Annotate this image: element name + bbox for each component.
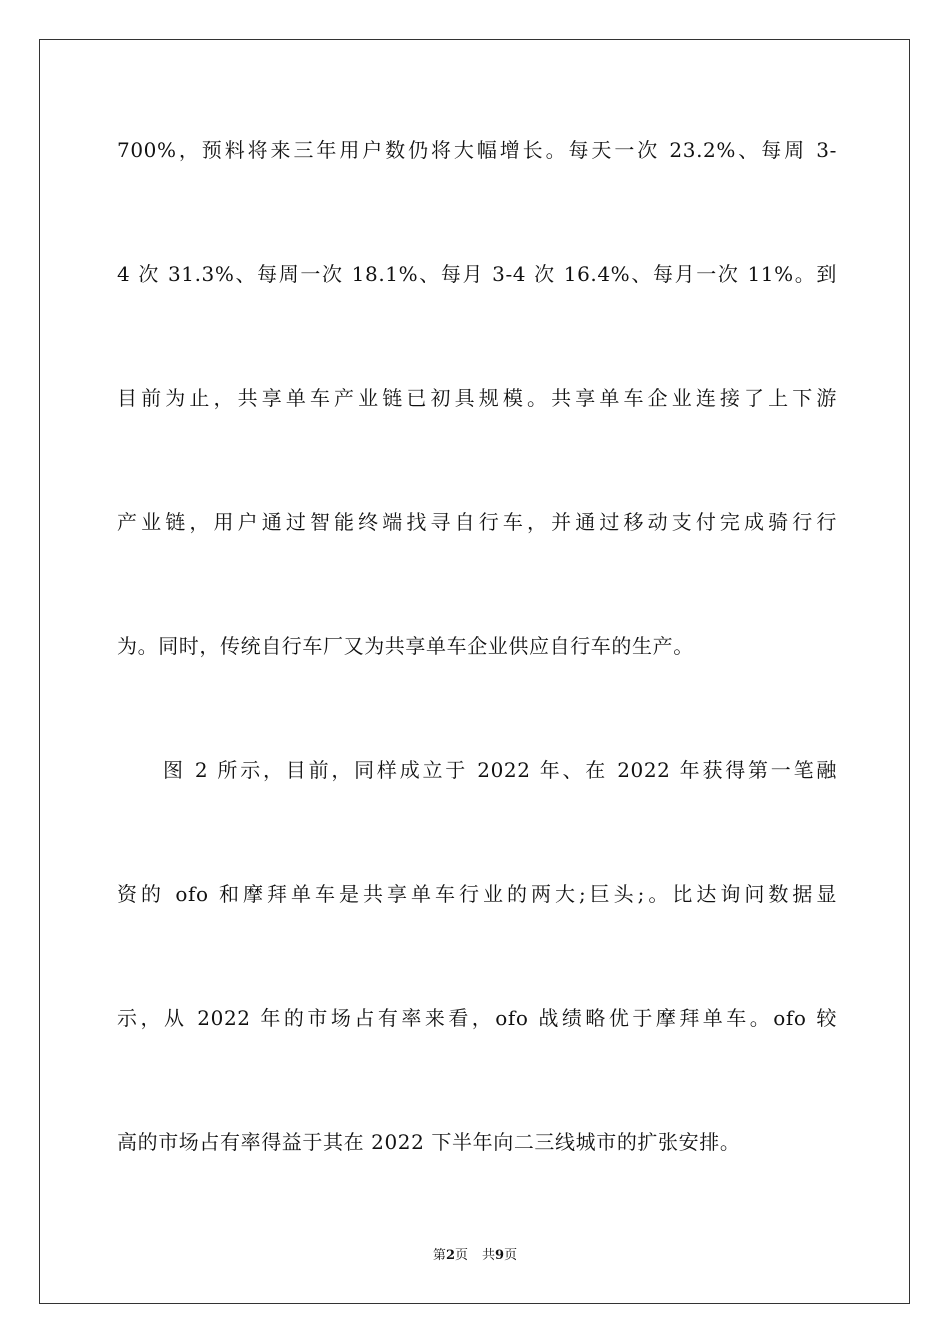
footer-page-suffix: 页 [454,1248,468,1263]
page-footer [0,1248,950,1264]
body-text-line-5: 为。同时，传统自行车厂又为共享单车企业供应自行车的生产。 [117,634,694,658]
footer-total-prefix: 共 [482,1248,496,1263]
body-text-line-3: 目前为止，共享单车产业链已初具规模。共享单车企业连接了上下游 [117,386,837,410]
body-text-line-4: 产业链，用户通过智能终端找寻自行车，并通过移动支付完成骑行行 [117,510,837,534]
body-text-line-7: 资的 ofo 和摩拜单车是共享单车行业的两大;巨头;。比达询问数据显 [117,882,837,906]
body-text-line-9: 高的市场占有率得益于其在 2022 下半年向二三线城市的扩张安排。 [117,1130,741,1154]
body-text-line-2: 4 次 31.3%、每周一次 18.1%、每月 3-4 次 16.4%、每月一次 11%。到 [117,262,837,286]
paragraph-start-line-6: 图 2 所示，目前，同样成立于 2022 年、在 2022 年获得第一笔融 [163,758,837,782]
footer-total-pages: 9 [495,1248,505,1263]
footer-page-number: 2 [445,1248,455,1263]
page-border [39,39,910,1304]
footer-page-prefix: 第 [432,1248,446,1263]
body-text-line-1: 700%，预料将来三年用户数仍将大幅增长。每天一次 23.2%、每周 3- [117,138,837,162]
body-text-line-8: 示，从 2022 年的市场占有率来看，ofo 战绩略优于摩拜单车。ofo 较 [117,1006,837,1030]
footer-total-suffix: 页 [504,1248,518,1263]
